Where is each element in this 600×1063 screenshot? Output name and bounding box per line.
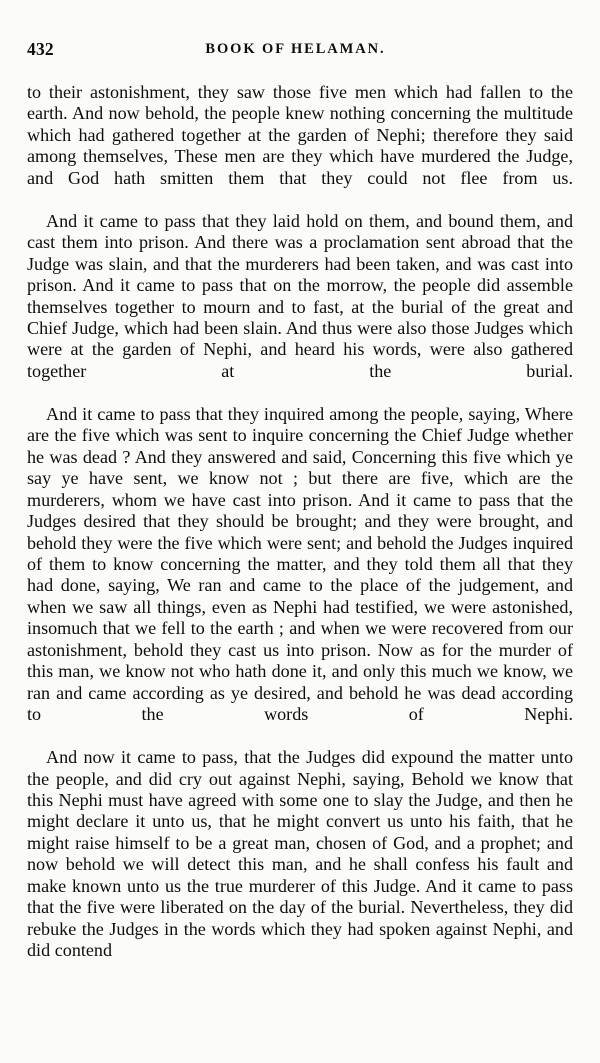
paragraph: And it came to pass that they laid hold on them, and bound them, and cast them into prison. And there was a proclamation sent abroad that the Judge was slain, and that the murderers had been taken, and was cast into prison. And it came to pass that on the morrow, the people did assemble themselves together to mourn and to fast, at the burial of the great and Chief Judge, which had been slain. And thus were also those Judges which were at the garden of Nephi, and heard his words, were also gathered together at the burial. <box>27 210 573 381</box>
paragraph: to their astonishment, they saw those five men which had fallen to the earth. And now behold, the people knew nothing concerning the multitude which had gathered together at the garden of Nephi; therefore they said among themselves, These men are they which have murdered the Judge, and God hath smitten them that they could not flee from us. <box>27 82 573 188</box>
running-head <box>27 38 572 60</box>
paragraph: And now it came to pass, that the Judges did expound the matter unto the people, and did cry out against Nephi, saying, Behold we know that this Nephi must have agreed with some one to slay the Judge, and then he might declare it unto us, that he might convert us unto his faith, that he might raise himself to be a great man, chosen of God, and a prophet; and now behold we will detect this man, and he shall confess his fault and make known unto us the true murderer of this Judge. And it came to pass that the five were liberated on the day of the burial. Nevertheless, they did rebuke the Judges in the words which they had spoken against Nephi, and did contend <box>27 747 573 961</box>
body-text <box>27 82 573 962</box>
paragraph: And it came to pass that they inquired among the people, saying, Where are the five which was sent to inquire concerning the Chief Judge whether he was dead ? And they answered and said, Concerning this five which ye say ye have sent, we know not ; but there are five, which are the murderers, whom we have cast into prison. And it came to pass that the Judges desired that they should be brought; and they were brought, and behold they were the five which were sent; and behold the Judges inquired of them to know concerning the matter, and they told them all that they had done, saying, We ran and came to the place of the judgement, and when we saw all things, even as Nephi had testified, we were astonished, insomuch that we fell to the earth ; and when we were recovered from our astonishment, behold they cast us into prison. Now as for the murder of this man, we know not who hath done it, and only this much we know, we ran and came according as ye desired, and behold he was dead according to the words of Nephi. <box>27 403 573 725</box>
page-number: 432 <box>27 39 54 59</box>
running-title: BOOK OF HELAMAN. <box>205 41 386 57</box>
